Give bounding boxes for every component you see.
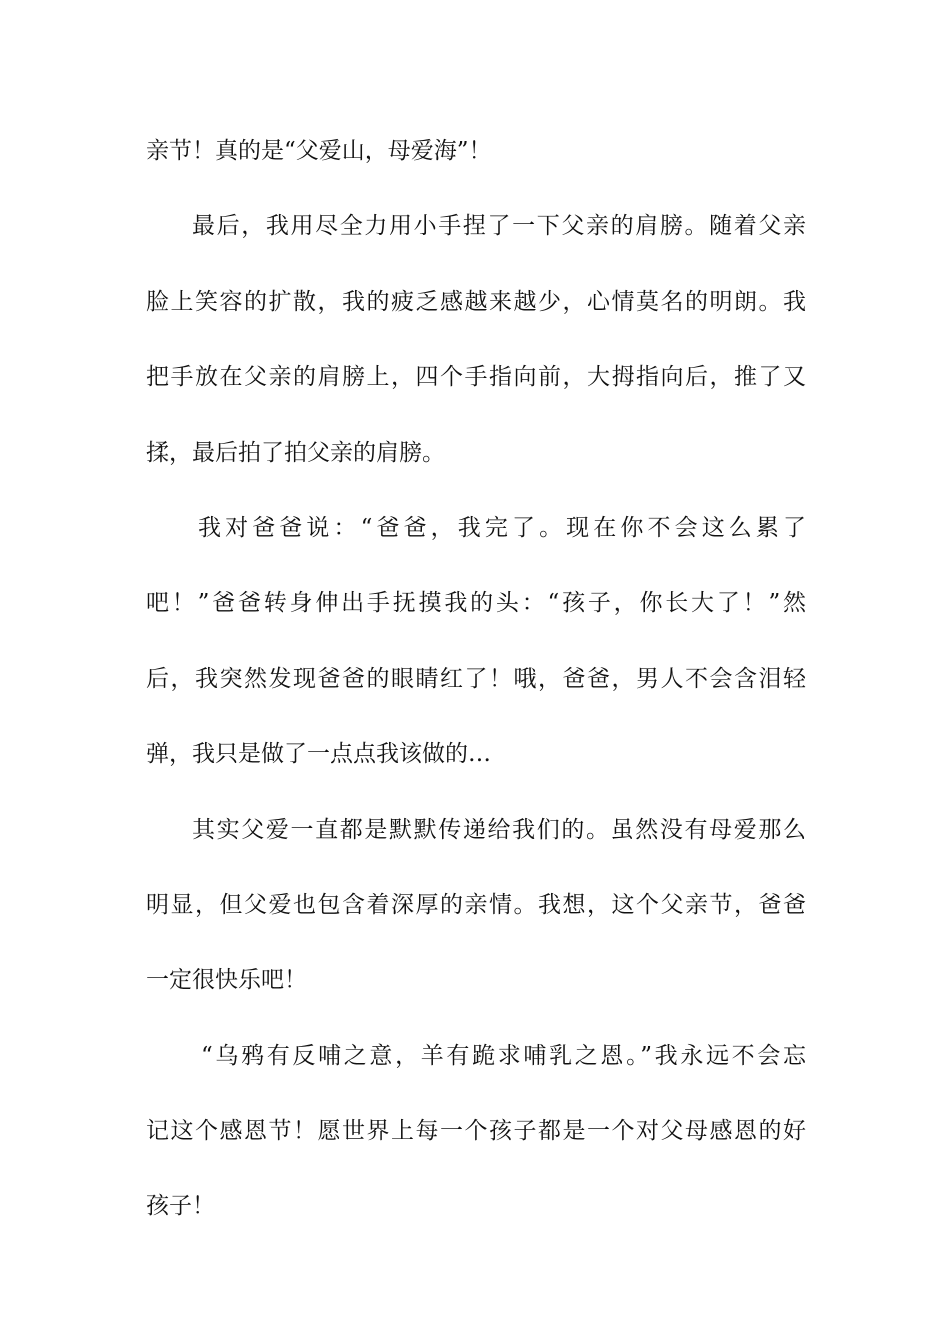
text-line: 吧！”爸爸转身伸出手抚摸我的头：“孩子，你长大了！”然 [146, 590, 806, 617]
text-line: 弹，我只是做了一点点我该做的… [146, 741, 491, 768]
text-line: 孩子！ [146, 1193, 215, 1220]
text-line: 最后，我用尽全力用小手捏了一下父亲的肩膀。随着父亲 [192, 213, 806, 240]
text-line: 揉，最后拍了拍父亲的肩膀。 [146, 439, 445, 466]
text-line: 明显，但父爱也包含着深厚的亲情。我想，这个父亲节，爸爸 [146, 891, 806, 918]
text-line: 亲节！真的是“父爱山，母爱海”！ [146, 138, 492, 164]
text-line: 把手放在父亲的肩膀上，四个手指向前，大拇指向后，推了又 [146, 364, 806, 391]
essay-body [146, 124, 806, 1255]
text-line: 记这个感恩节！愿世界上每一个孩子都是一个对父母感恩的好 [146, 1118, 806, 1145]
text-line: 其实父爱一直都是默默传递给我们的。虽然没有母爱那么 [192, 816, 806, 843]
text-line: “乌鸦有反哺之意，羊有跪求哺乳之恩。”我永远不会忘 [201, 1042, 806, 1069]
text-line: 一定很快乐吧！ [146, 967, 307, 994]
text-line: 脸上笑容的扩散，我的疲乏感越来越少，心情莫名的明朗。我 [146, 288, 806, 315]
text-line: 我对爸爸说：“爸爸，我完了。现在你不会这么累了 [198, 514, 806, 541]
text-line: 后，我突然发现爸爸的眼睛红了！哦，爸爸，男人不会含泪轻 [146, 665, 806, 692]
